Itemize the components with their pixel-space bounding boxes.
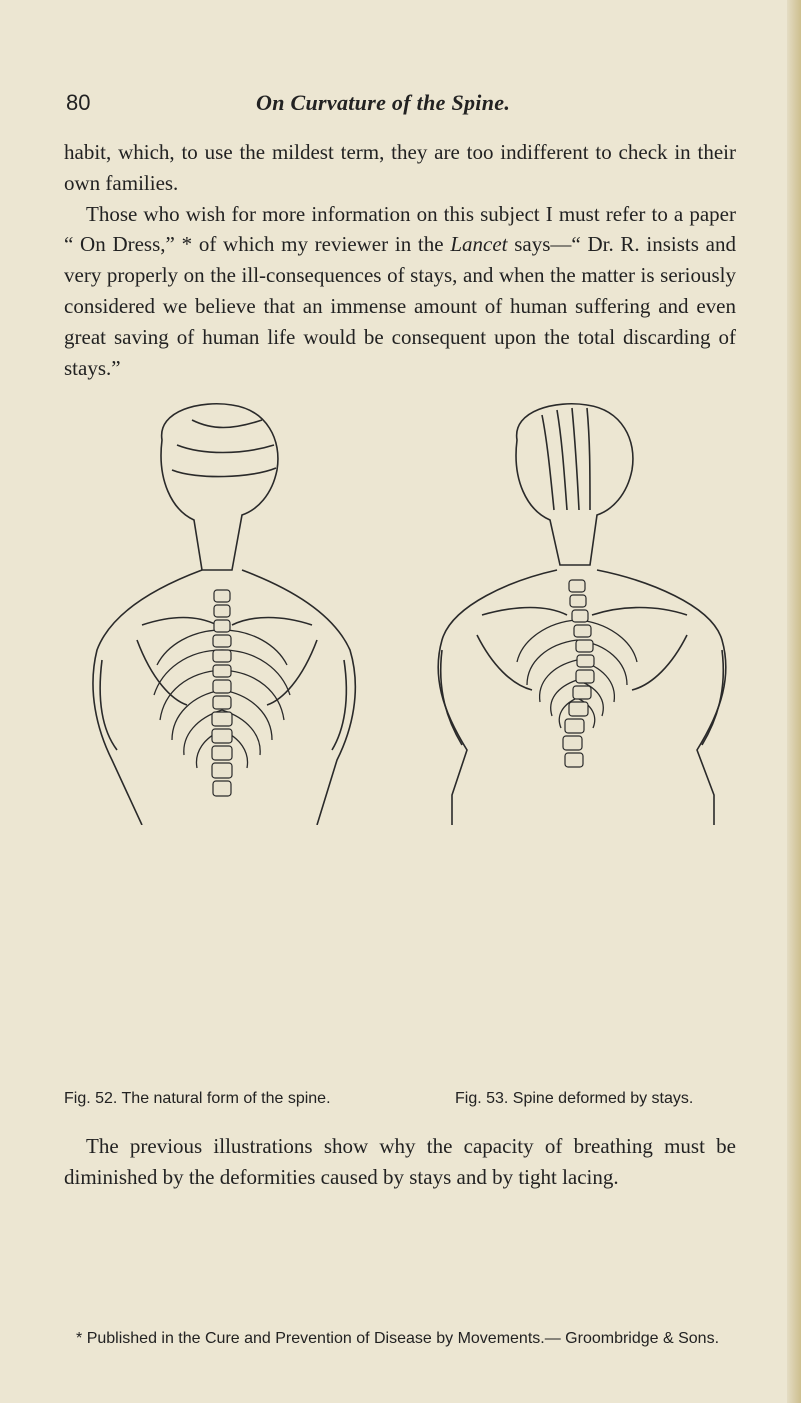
- paragraph-continued: habit, which, to use the mildest term, they are too indifferent to check in their own families.: [64, 140, 736, 195]
- figure-53-caption: Fig. 53. Spine deformed by stays.: [455, 1090, 694, 1107]
- body-text-top: [64, 137, 736, 383]
- page-header: [66, 90, 736, 120]
- natural-spine-illustration: [82, 400, 372, 825]
- paragraph-text: says—“ Dr. R. insists and very properly on the ill-consequences of stays, and when the matter is seriously considered we believe that an immense amount of human suffering and even great saving of human life would be consequent upon the total discarding of stays.”: [64, 232, 736, 380]
- footnote-text: Published in the Cure and Prevention of Disease by Movements.— Groombridge & Sons.: [86, 1330, 720, 1347]
- paragraph-conclusion: The previous illustrations show why the capacity of breathing must be diminished by the deformities caused by stays and by tight lacing.: [64, 1134, 736, 1189]
- paragraph-reference: [64, 199, 736, 384]
- figure-illustrations: [82, 400, 742, 825]
- paragraph-text: Those who wish for more information on this subject I must refer to a paper “ On Dress,” * of which my reviewer in the: [64, 201, 736, 257]
- footnote: [64, 1327, 744, 1350]
- page-edge: [787, 0, 801, 1403]
- running-head: On Curvature of the Spine.: [256, 90, 511, 115]
- figure-52-caption: Fig. 52. The natural form of the spine.: [64, 1090, 331, 1107]
- page-number: 80: [66, 90, 91, 115]
- deformed-spine-illustration: [422, 400, 742, 825]
- footnote-mark: *: [76, 1330, 83, 1347]
- journal-title: Lancet: [450, 232, 508, 257]
